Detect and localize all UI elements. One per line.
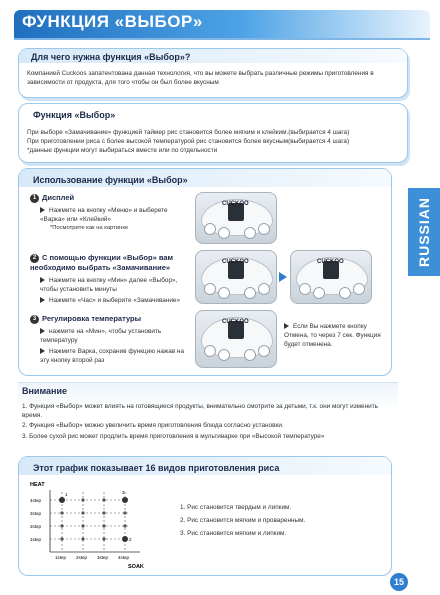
y-tick-label: 2step bbox=[30, 524, 42, 529]
point-label: 3 bbox=[122, 490, 125, 495]
step-2-item-2: Нажмите «Час» и выберите «Замачивание» bbox=[49, 297, 181, 304]
point-label: 1 bbox=[65, 492, 68, 497]
attention-item-3: 3. Более сухой рис может продлить время приготовления в мультиварке при «Высокой температуре» bbox=[22, 433, 325, 440]
title-underline bbox=[14, 38, 430, 40]
step-1-text: Нажмите на кнопку «Меню» и выберете «Варка» или «Клейкий» bbox=[40, 206, 168, 223]
grid-point bbox=[60, 537, 63, 540]
y-tick-label: 1step bbox=[30, 537, 42, 542]
next-arrow-icon bbox=[279, 272, 287, 282]
step-1-number: 1 bbox=[30, 194, 39, 203]
grid-point bbox=[122, 536, 128, 542]
y-tick-label: 4step bbox=[30, 498, 42, 503]
attention-item-1: 1. Функция «Выбор» может влиять на готовящиеся продукты, внимательно смотрите за детьми, т.к. они могут изменить время. bbox=[22, 403, 378, 419]
step-1 bbox=[30, 193, 180, 233]
x-tick-label: 3step bbox=[97, 555, 109, 560]
bullet-arrow-icon bbox=[40, 277, 45, 283]
step-3-number: 3 bbox=[30, 315, 39, 324]
grid-point bbox=[81, 524, 84, 527]
bullet-arrow-icon bbox=[40, 207, 45, 213]
section-purpose bbox=[18, 48, 408, 98]
attention-title: Внимание bbox=[22, 386, 67, 396]
panel-logo: CUCKOO bbox=[222, 201, 249, 207]
y-axis-label: HEAT bbox=[30, 482, 45, 488]
attention-item-2: 2. Функция «Выбор» можно увеличить время приготовления блюда согласно установки. bbox=[22, 422, 284, 429]
grid-point bbox=[102, 498, 105, 501]
grid-point bbox=[102, 524, 105, 527]
cancel-note-text: Если Вы нажмете кнопку Отмена, то через 7 сек. Функция будет отменена. bbox=[284, 323, 381, 348]
grid-point bbox=[122, 497, 128, 503]
section-usage-title: Использование функции «Выбор» bbox=[33, 175, 188, 185]
language-tab-label: RUSSIAN bbox=[416, 197, 432, 268]
section-purpose-title: Для чего нужна функция «Выбор»? bbox=[31, 52, 191, 62]
step-2-item-1: Нажмите на кнопку «Мин» далее «Выбор», чтобы установить минуты bbox=[40, 277, 178, 293]
grid-point bbox=[60, 511, 63, 514]
cancel-note bbox=[284, 322, 384, 349]
grid-point bbox=[81, 537, 84, 540]
grid-point bbox=[81, 511, 84, 514]
step-2 bbox=[30, 253, 190, 305]
step-1-title: Дисплей bbox=[42, 193, 75, 202]
grid-point bbox=[123, 524, 126, 527]
step-2-title: С помощью функции «Выбор» вам необходимо выбрать «Замачивание» bbox=[30, 253, 174, 272]
bullet-arrow-icon bbox=[40, 297, 45, 303]
panel-logo: CUCKOO bbox=[222, 259, 249, 265]
panel-logo: CUCKOO bbox=[317, 259, 344, 265]
section-function bbox=[18, 103, 408, 163]
section-function-line-2: При приготовлении риса с более высокой температурой рис становится более вкусным(выбирается 4 шага) bbox=[27, 138, 350, 145]
step-3-title: Регулировка температуры bbox=[42, 314, 142, 323]
grid-point bbox=[59, 497, 65, 503]
step-2-number: 2 bbox=[30, 254, 39, 263]
control-panel-image-1 bbox=[195, 192, 277, 244]
section-function-line-1: При выборе «Замачивание» функцией таймер рис становится более мягким и клейким.(выбирается 4 шага) bbox=[27, 129, 350, 136]
rice-grid-chart bbox=[28, 478, 158, 570]
bullet-arrow-icon bbox=[40, 348, 45, 354]
step-1-note: *Посмотрите как на картинке bbox=[50, 224, 129, 231]
x-tick-label: 4step bbox=[118, 555, 130, 560]
grid-point bbox=[102, 511, 105, 514]
page-title: ФУНКЦИЯ «ВЫБОР» bbox=[22, 12, 203, 31]
graph-section-title: Этот график показывает 16 видов приготовления риса bbox=[33, 463, 280, 473]
control-panel-image-4 bbox=[195, 310, 277, 368]
step-3-item-1: нажмите на «Мин», чтобы установить температуру bbox=[40, 327, 162, 344]
legend-item-3: 3. Рис становится мягким и липким. bbox=[180, 530, 287, 537]
x-tick-label: 2step bbox=[76, 555, 88, 560]
legend-item-1: 1. Рис становится твердым и липким. bbox=[180, 504, 292, 511]
point-label: 2 bbox=[129, 537, 132, 542]
section-function-title: Функция «Выбор» bbox=[33, 110, 116, 120]
panel-logo: CUCKOO bbox=[222, 319, 249, 325]
grid-point bbox=[60, 524, 63, 527]
legend-item-2: 2. Рис становится мягким и проваренным. bbox=[180, 517, 306, 524]
x-axis-label: SOAK bbox=[128, 564, 144, 570]
page-number: 15 bbox=[390, 573, 408, 591]
section-purpose-text: Компанией Cuckoos запатентована данная технология, что вы можете выбрать различные режимы приготовления в зависимости от продукта, для того чтобы он был более вкусным bbox=[27, 70, 374, 86]
bullet-arrow-icon bbox=[40, 328, 45, 334]
step-3-item-2: Нажмите Варка, сохранив функцию нажав на эту кнопку второй раз bbox=[40, 347, 184, 364]
y-tick-label: 3step bbox=[30, 511, 42, 516]
grid-point bbox=[81, 498, 84, 501]
step-3 bbox=[30, 314, 190, 365]
section-function-line-3: *данные функции могут выбираться вместе или по отдельности bbox=[27, 147, 218, 154]
control-panel-image-2 bbox=[195, 250, 277, 304]
grid-point bbox=[102, 537, 105, 540]
control-panel-image-3 bbox=[290, 250, 372, 304]
x-tick-label: 1step bbox=[55, 555, 67, 560]
bullet-arrow-icon bbox=[284, 323, 289, 329]
grid-point bbox=[123, 511, 126, 514]
